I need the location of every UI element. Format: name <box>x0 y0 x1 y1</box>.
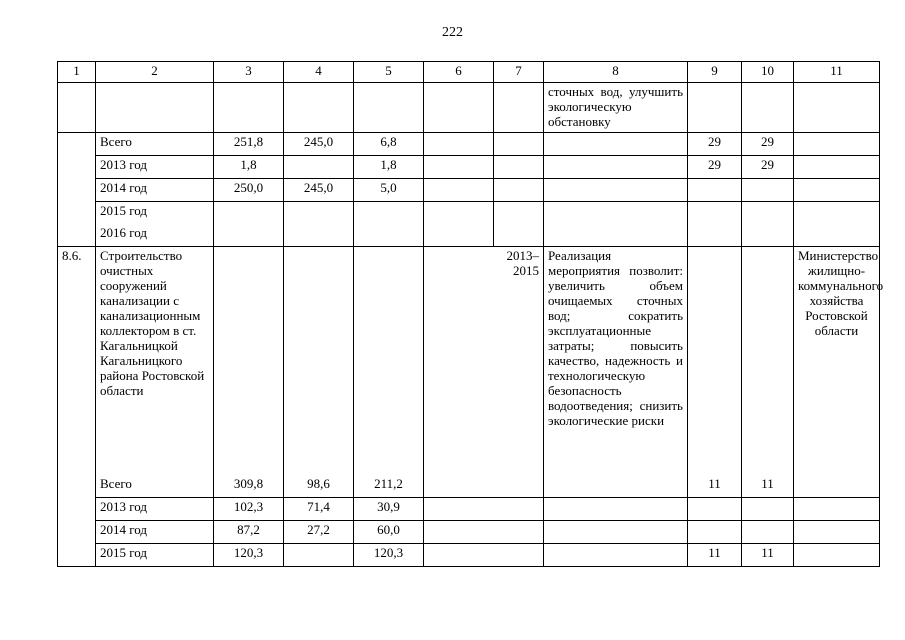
federal-cell: 245,0 <box>284 179 354 202</box>
total-cell: 120,3 <box>214 544 284 567</box>
effect-description-cont: сточных вод, улучшить экологическую обстановку <box>544 83 688 133</box>
regional-cell: 60,0 <box>354 521 424 544</box>
table-row <box>58 179 880 202</box>
continuation-row <box>58 83 880 133</box>
col-header: 6 <box>424 62 494 83</box>
regional-cell: 5,0 <box>354 179 424 202</box>
row-label: 2015 год <box>96 544 214 567</box>
indicator-cell <box>688 521 742 544</box>
row-label: 2013 год <box>96 498 214 521</box>
item-name: Строительство очистных сооружений канализации с канализационным коллектором в ст. Кагальницкой Кагальницкого района Ростовской области <box>96 247 214 476</box>
table-row <box>58 498 880 521</box>
indicator-cell: 29 <box>688 156 742 179</box>
item-number: 8.6. <box>58 247 96 567</box>
column-number-row <box>58 62 880 83</box>
indicator-cell: 11 <box>688 544 742 567</box>
col-header: 9 <box>688 62 742 83</box>
col-header: 10 <box>742 62 794 83</box>
row-label: 2013 год <box>96 156 214 179</box>
row-label: Всего <box>96 475 214 498</box>
indicator-cell: 29 <box>742 156 794 179</box>
indicator-cell: 11 <box>742 544 794 567</box>
row-label: Всего <box>96 133 214 156</box>
indicator-cell <box>742 179 794 202</box>
table-row <box>58 544 880 567</box>
regional-cell: 30,9 <box>354 498 424 521</box>
item-row <box>58 247 880 476</box>
item-responsible: Министерство жилищно-коммунального хозяйства Ростовской области <box>794 247 880 476</box>
federal-cell: 71,4 <box>284 498 354 521</box>
regional-cell: 120,3 <box>354 544 424 567</box>
item-period: 2013–2015 <box>494 247 544 476</box>
indicator-cell <box>742 498 794 521</box>
col-header: 7 <box>494 62 544 83</box>
row-label: 2014 год <box>96 179 214 202</box>
program-table <box>57 61 884 567</box>
federal-cell <box>284 156 354 179</box>
indicator-cell <box>688 498 742 521</box>
col-header: 5 <box>354 62 424 83</box>
col-header: 1 <box>58 62 96 83</box>
col-header: 3 <box>214 62 284 83</box>
col-header: 8 <box>544 62 688 83</box>
indicator-cell: 11 <box>688 475 742 498</box>
page-number: 222 <box>442 25 463 40</box>
row-label: 2016 год <box>96 224 214 247</box>
row-label: 2015 год <box>96 202 214 225</box>
col-header: 4 <box>284 62 354 83</box>
table-row <box>58 521 880 544</box>
total-cell: 87,2 <box>214 521 284 544</box>
indicator-cell: 29 <box>688 133 742 156</box>
total-cell: 250,0 <box>214 179 284 202</box>
total-cell: 102,3 <box>214 498 284 521</box>
indicator-cell <box>688 179 742 202</box>
table-row <box>58 224 880 247</box>
federal-cell: 27,2 <box>284 521 354 544</box>
regional-cell: 1,8 <box>354 156 424 179</box>
federal-cell <box>284 544 354 567</box>
federal-cell: 245,0 <box>284 133 354 156</box>
total-cell: 309,8 <box>214 475 284 498</box>
indicator-cell <box>742 521 794 544</box>
col-header: 11 <box>794 62 880 83</box>
indicator-cell: 29 <box>742 133 794 156</box>
total-cell: 1,8 <box>214 156 284 179</box>
regional-cell: 211,2 <box>354 475 424 498</box>
item-description: Реализация мероприятия позволит: увеличить объем очищаемых сточных вод; сократить эксплуатационные затраты; повысить качество, надежность и технологическую безопасность водоотведения; снизить экологические риски <box>544 247 688 476</box>
regional-cell: 6,8 <box>354 133 424 156</box>
indicator-cell: 11 <box>742 475 794 498</box>
federal-cell: 98,6 <box>284 475 354 498</box>
row-label: 2014 год <box>96 521 214 544</box>
total-cell: 251,8 <box>214 133 284 156</box>
col-header: 2 <box>96 62 214 83</box>
table-row <box>58 156 880 179</box>
table-row <box>58 202 880 225</box>
table-row <box>58 133 880 156</box>
table-row <box>58 475 880 498</box>
